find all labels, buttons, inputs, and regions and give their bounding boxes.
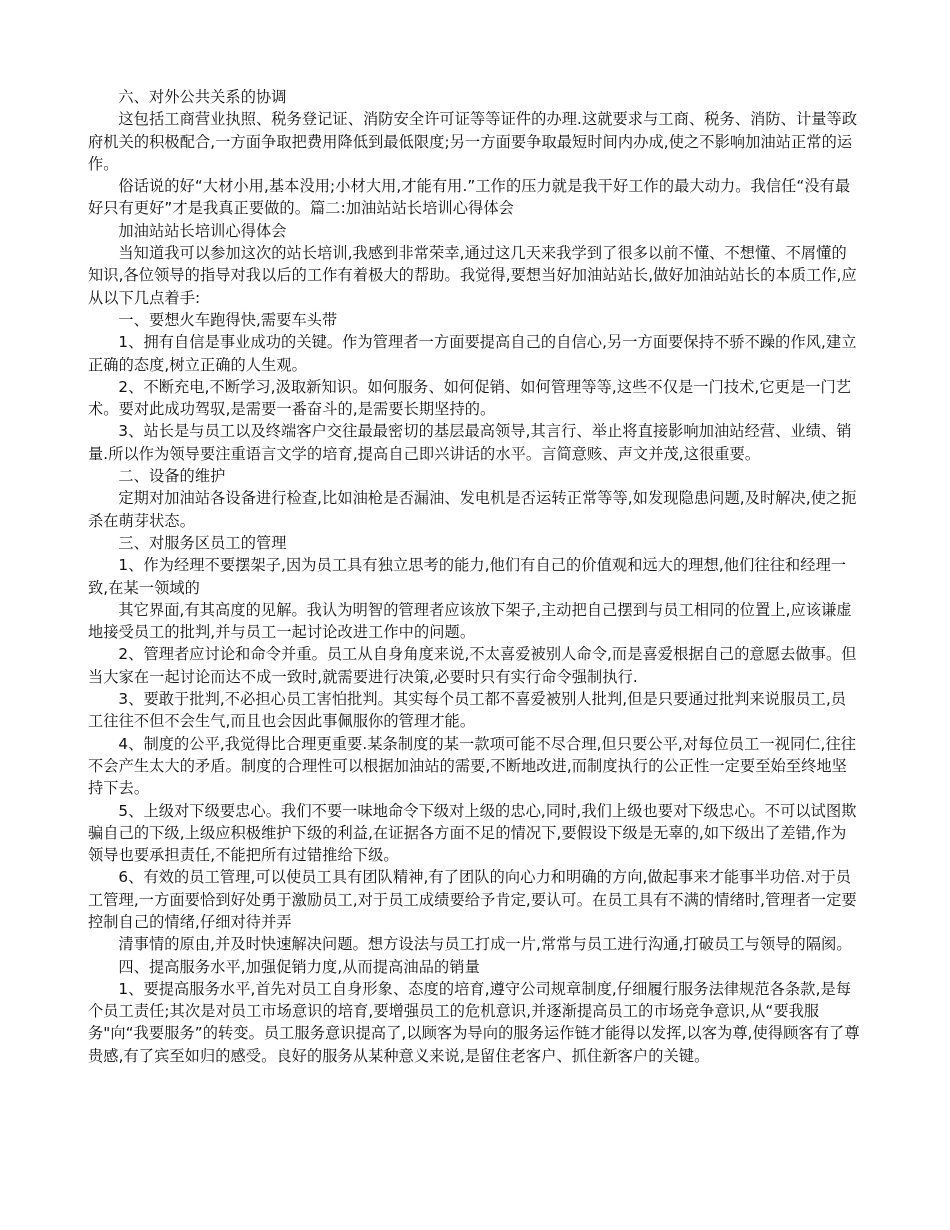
paragraph: 定期对加油站各设备进行检查,比如油枪是否漏油、发电机是否运转正常等等,如发现隐患问题,及时解决,使之扼杀在萌芽状态。 [88,489,857,530]
list-item: 4、制度的公平,我觉得比合理更重要.某条制度的某一款项可能不尽合理,但只要公平,对每位员工一视同仁,往往不会产生太大的矛盾。制度的合理性可以根据加油站的需要,不断地改进,而制度执行的公正性一定要至始至终地坚持下去。 [88,734,857,798]
document-title: 加油站站长培训心得体会 [118,221,287,240]
list-item: 2、不断充电,不断学习,汲取新知识。如何服务、如何促销、如何管理等等,这些不仅是一门技术,它更是一门艺术。要对此成功驾驭,是需要一番奋斗的,是需要长期坚持的。 [88,377,852,419]
section-heading-leadership: 一、要想火车跑得快,需要车头带 [118,310,338,329]
paragraph: 其它界面,有其高度的见解。我认为明智的管理者应该放下架子,主动把自己摆到与员工相同的位置上,应该谦虚地接受员工的批判,并与员工一起讨论改进工作中的问题。 [88,600,852,642]
document-page [88,86,860,1067]
paragraph: 当知道我可以参加这次的站长培训,我感到非常荣幸,通过这几天来我学到了很多以前不懂、不想懂、不屑懂的知识,各位领导的指导对我以后的工作有着极大的帮助。我觉得,要想当好加油站站长,做好加油站站长的本质工作,应从以下几点着手: [88,244,857,307]
paragraph: 俗话说的好“大材小用,基本没用;小材大用,才能有用.”工作的压力就是我干好工作的最大动力。我信任“没有最好只有更好”才是我真正要做的。篇二:加油站站长培训心得体会 [88,177,851,218]
list-item: 6、有效的员工管理,可以使员工具有团队精神,有了团队的向心力和明确的方向,做起事来才能事半功倍.对于员工管理,一方面要恰到好处勇于激励员工,对于员工成绩要给予肯定,要认可。在员工具有不满的情绪时,管理者一定要控制自己的情绪,仔细对待并弄 [88,868,857,931]
section-heading-staff-management: 三、对服务区员工的管理 [118,533,287,552]
list-item: 1、拥有自信是事业成功的关键。作为管理者一方面要提高自己的自信心,另一方面要保持不骄不躁的作风,建立正确的态度,树立正确的人生观。 [88,333,857,374]
list-item: 5、上级对下级要忠心。我们不要一味地命令下级对上级的忠心,同时,我们上级也要对下级忠心。不可以试图欺骗自己的下级,上级应积极维护下级的利益,在证据各方面不足的情况下,要假设下级是无辜的,如下级出了差错,作为领导也要承担责任,不能把所有过错推给下级。 [88,801,857,865]
section-heading-service: 四、提高服务水平,加强促销力度,从而提高油品的销量 [118,957,480,976]
list-item: 2、管理者应讨论和命令并重。员工从自身角度来说,不太喜爱被别人命令,而是喜爱根据自己的意愿去做事。但当大家在一起讨论而达不成一致时,就需要进行决策,必要时只有实行命令强制执行. [88,645,857,686]
list-item: 1、要提高服务水平,首先对员工自身形象、态度的培育,遵守公司规章制度,仔细履行服务法律规范各条款,是每个员工责任;其次是对员工市场意识的培育,要增强员工的危机意识,并逐渐提高员工的市场竞争意识,从“要我服务"向“我要服务”的转变。员工服务意识提高了,以顾客为导向的服务运作链才能得以发挥,以客为尊,使得顾客有了尊贵感,有了宾至如归的感受。良好的服务从某种意义来说,是留住老客户、抓住新客户的关键。 [88,979,860,1065]
paragraph: 这包括工商营业执照、税务登记证、消防安全许可证等等证件的办理.这就要求与工商、税务、消防、计量等政府机关的积极配合,一方面争取把费用降低到最低限度;另一方面要争取最短时间内办成,使之不影响加油站正常的运作。 [88,110,858,173]
paragraph: 清事情的原由,并及时快速解决问题。想方设法与员工打成一片,常常与员工进行沟通,打破员工与领导的隔阂。 [118,935,852,954]
section-heading-public-relations: 六、对外公共关系的协调 [118,88,287,106]
section-heading-equipment: 二、设备的维护 [118,467,226,486]
list-item: 3、要敢于批判,不必担心员工害怕批判。其实每个员工都不喜爱被别人批判,但是只要通过批判来说服员工,员工往往不但不会生气,而且也会因此事佩服你的管理才能。 [88,690,847,731]
list-item: 1、作为经理不要摆架子,因为员工具有独立思考的能力,他们有自己的价值观和远大的理想,他们往往和经理一致,在某一领域的 [88,556,847,597]
list-item: 3、站长是与员工以及终端客户交往最最密切的基层最高领导,其言行、举止将直接影响加油站经营、业绩、销量.所以作为领导要注重语言文学的培育,提高自己即兴讲话的水平。言简意赅、声文并茂,这很重要。 [88,422,852,463]
